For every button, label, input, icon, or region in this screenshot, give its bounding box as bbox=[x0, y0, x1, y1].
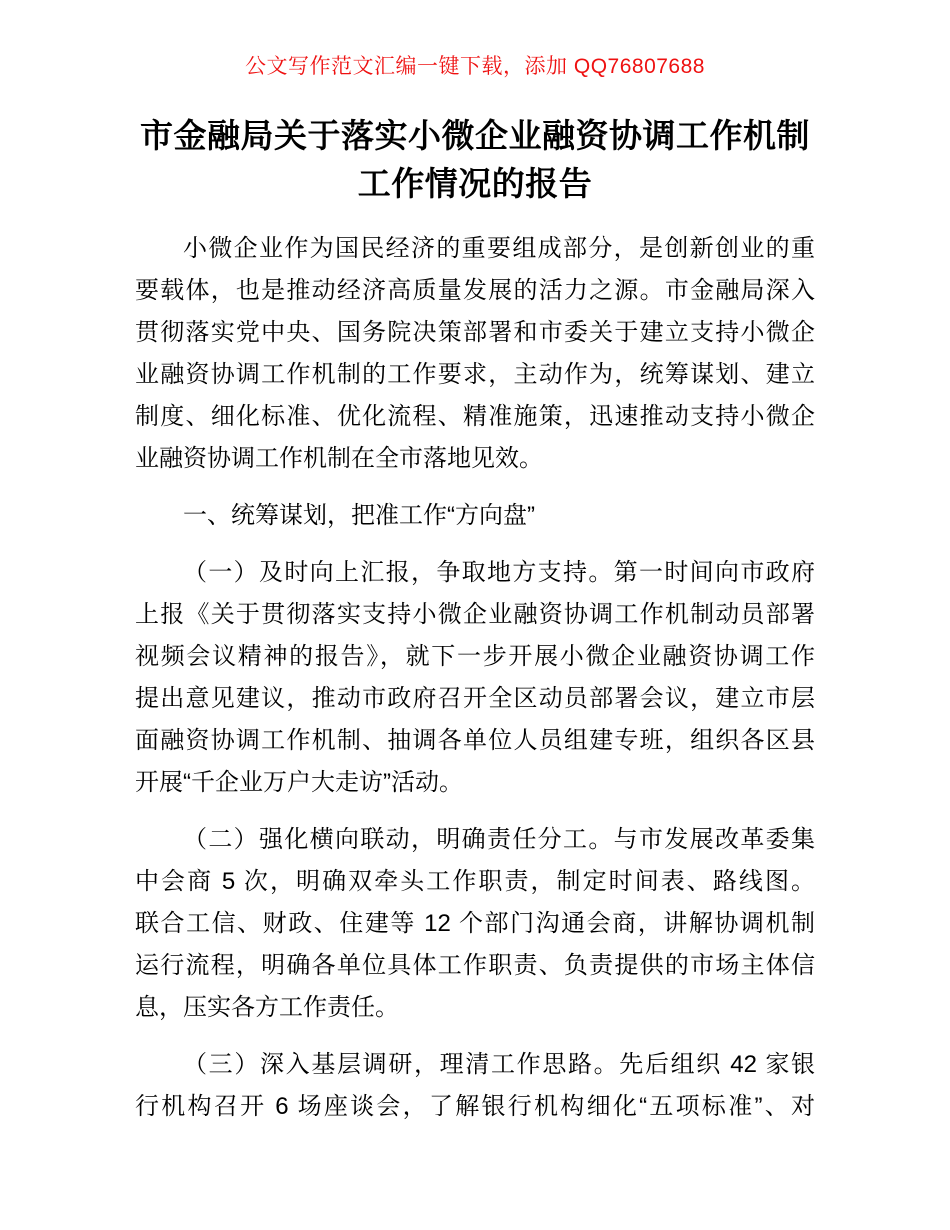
text-line: 一、统筹谋划，把准工作“方向盘” bbox=[183, 502, 535, 529]
text-line: 小微企业作为国民经济的重要组成部分，是创新创业的重 bbox=[183, 235, 815, 262]
text-line: 面融资协调工作机制、抽调各单位人员组建专班，组织各区县 bbox=[135, 727, 815, 754]
paragraph bbox=[135, 552, 815, 804]
paragraph bbox=[135, 1044, 815, 1128]
text-line: （三）深入基层调研，理清工作思路。先后组织 42 家银 bbox=[183, 1051, 815, 1078]
text-line: 行机构召开 6 场座谈会，了解银行机构细化“五项标准”、对 bbox=[135, 1093, 815, 1120]
text-line: 提出意见建议，推动市政府召开全区动员部署会议，建立市层 bbox=[135, 685, 815, 712]
text-line: （二）强化横向联动，明确责任分工。与市发展改革委集 bbox=[183, 826, 815, 853]
text-line: 中会商 5 次，明确双牵头工作职责，制定时间表、路线图。 bbox=[135, 868, 815, 895]
text-line: 息，压实各方工作责任。 bbox=[135, 994, 399, 1021]
paragraph bbox=[135, 819, 815, 1029]
text-line: 业融资协调工作机制的工作要求，主动作为，统筹谋划、建立 bbox=[135, 361, 815, 388]
text-line: 要载体，也是推动经济高质量发展的活力之源。市金融局深入 bbox=[135, 277, 815, 304]
text-line: 视频会议精神的报告》，就下一步开展小微企业融资协调工作 bbox=[135, 643, 815, 670]
title-line-2: 工作情况的报告 bbox=[357, 165, 593, 202]
document-body bbox=[135, 228, 815, 1128]
text-line: 上报《关于贯彻落实支持小微企业融资协调工作机制动员部署 bbox=[135, 601, 815, 628]
text-line: 开展“千企业万户大走访”活动。 bbox=[135, 769, 463, 796]
text-line: 贯彻落实党中央、国务院决策部署和市委关于建立支持小微企 bbox=[135, 319, 815, 346]
document-title bbox=[135, 112, 815, 208]
text-line: 业融资协调工作机制在全市落地见效。 bbox=[135, 445, 543, 472]
section-heading bbox=[135, 495, 815, 537]
text-line: 制度、细化标准、优化流程、精准施策，迅速推动支持小微企 bbox=[135, 403, 815, 430]
paragraph bbox=[135, 228, 815, 480]
text-line: （一）及时向上汇报，争取地方支持。第一时间向市政府 bbox=[183, 559, 815, 586]
text-line: 运行流程，明确各单位具体工作职责、负责提供的市场主体信 bbox=[135, 952, 815, 979]
promo-banner: 公文写作范文汇编一键下载，添加 QQ76807688 bbox=[245, 55, 705, 78]
title-line-1: 市金融局关于落实小微企业融资协调工作机制 bbox=[140, 117, 810, 154]
text-line: 联合工信、财政、住建等 12 个部门沟通会商，讲解协调机制 bbox=[135, 910, 815, 937]
